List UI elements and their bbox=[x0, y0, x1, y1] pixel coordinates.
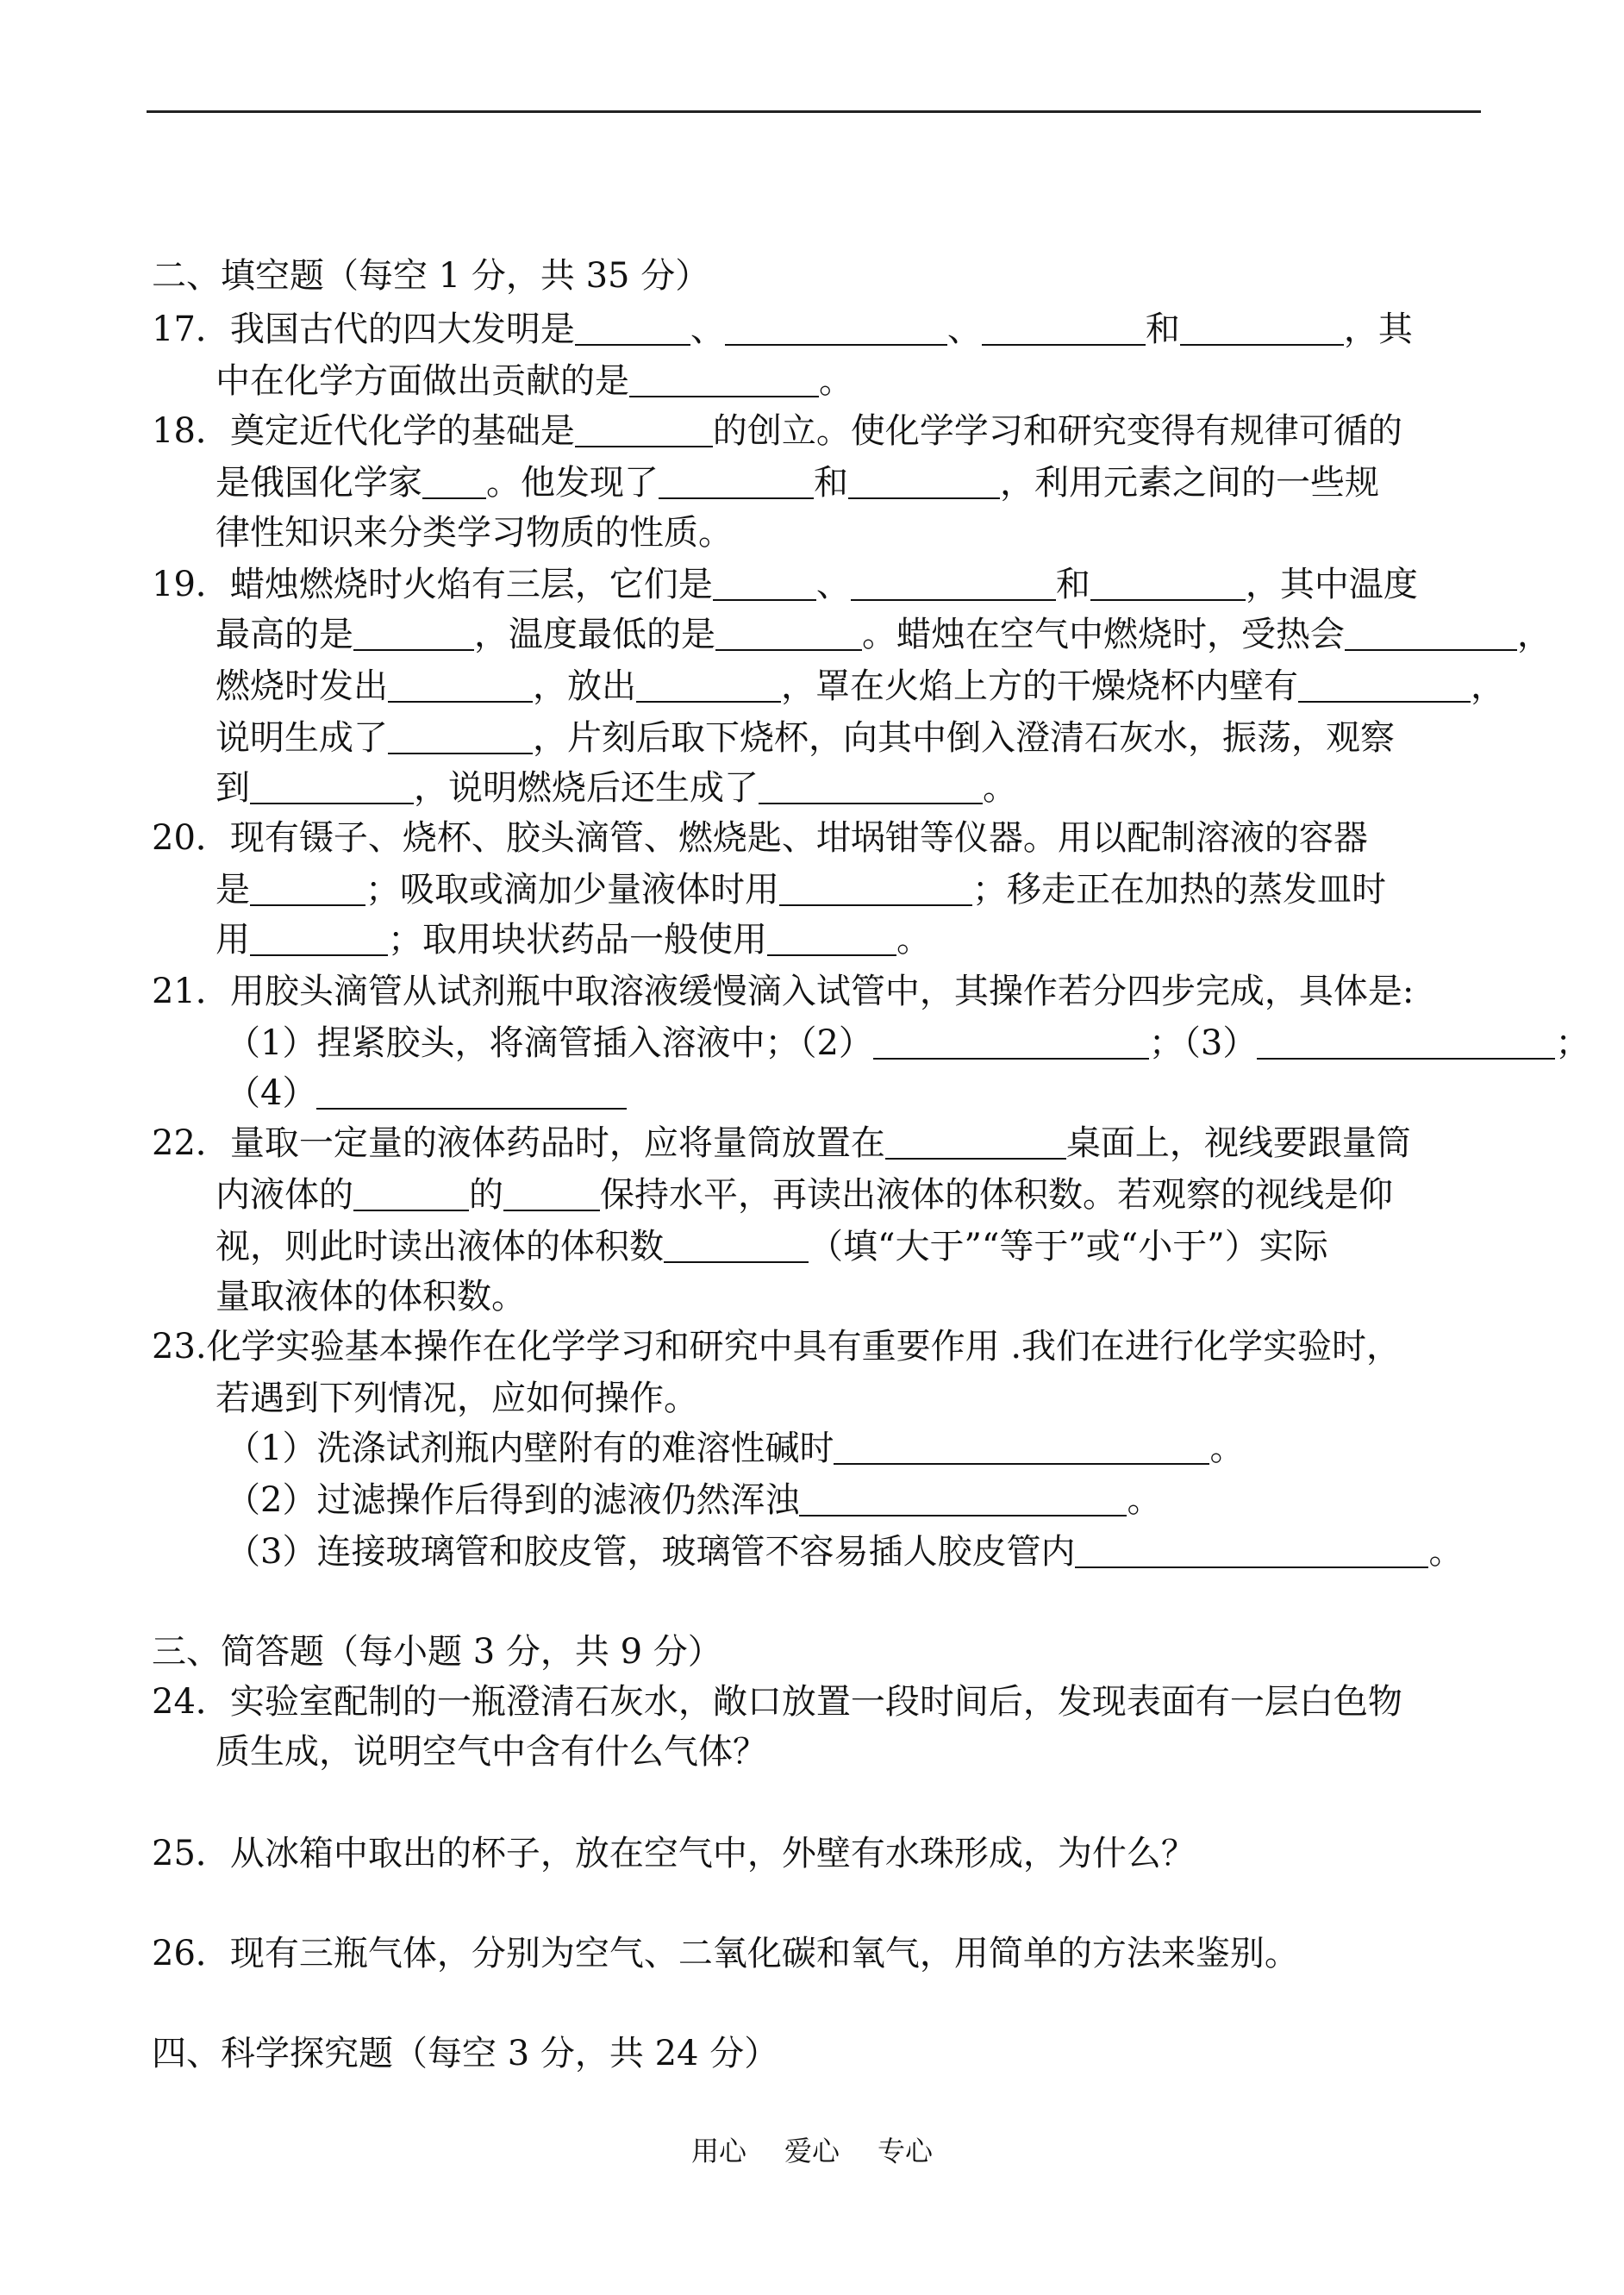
answer-blank[interactable] bbox=[759, 772, 983, 804]
answer-blank[interactable] bbox=[575, 415, 713, 447]
question-23-sub-1: （1）洗涤试剂瓶内壁附有的难溶性碱时 。 bbox=[226, 1429, 1245, 1468]
question-26: 26．现有三瓶气体，分别为空气、二氧化碳和氧气，用简单的方法来鉴别。 bbox=[152, 1934, 1299, 1973]
answer-blank[interactable] bbox=[388, 722, 533, 754]
answer-blank[interactable] bbox=[388, 670, 533, 703]
question-20-line-2: 是 ；吸取或滴加少量液体时用 ；移走正在加热的蒸发皿时 bbox=[215, 870, 1386, 910]
question-24-line-1: 24．实验室配制的一瓶澄清石灰水，敞口放置一段时间后，发现表面有一层白色物 bbox=[152, 1682, 1402, 1722]
answer-blank[interactable] bbox=[779, 873, 972, 906]
answer-blank[interactable] bbox=[636, 670, 781, 703]
answer-blank[interactable] bbox=[1298, 670, 1471, 703]
question-19-line-3: 燃烧时发出 ，放出 ，罩在火焰上方的干燥烧杯内壁有 ， bbox=[215, 666, 1505, 706]
answer-blank[interactable] bbox=[1345, 618, 1517, 651]
footer-word: 用心 bbox=[690, 2135, 746, 2167]
header-rule bbox=[147, 110, 1481, 113]
section-4-title: 四、科学探究题（每空 3 分，共 24 分） bbox=[152, 2034, 779, 2073]
answer-blank[interactable] bbox=[873, 1027, 1149, 1060]
footer-word: 爱心 bbox=[784, 2135, 840, 2167]
question-22-line-1: 22．量取一定量的液体药品时，应将量筒放置在 桌面上，视线要跟量筒 bbox=[152, 1123, 1411, 1163]
answer-blank[interactable] bbox=[725, 313, 947, 346]
question-17-line-1: 17．我国古代的四大发明是 、 、 和 ，其 bbox=[152, 310, 1413, 349]
answer-blank[interactable] bbox=[885, 1127, 1066, 1160]
question-21-line-3: （4） bbox=[226, 1067, 627, 1119]
answer-blank[interactable] bbox=[982, 313, 1146, 346]
answer-blank[interactable] bbox=[1257, 1027, 1555, 1060]
question-19-line-1: 19．蜡烛燃烧时火焰有三层，它们是 、 和 ，其中温度 bbox=[152, 565, 1418, 604]
question-20-line-1: 20．现有镊子、烧杯、胶头滴管、燃烧匙、坩埚钳等仪器。用以配制溶液的容器 bbox=[152, 818, 1368, 858]
question-19-line-5: 到 ，说明燃烧后还生成了 。 bbox=[215, 768, 1017, 808]
answer-blank[interactable] bbox=[629, 365, 819, 397]
question-22-line-4: 量取液体的体积数。 bbox=[215, 1277, 526, 1316]
answer-blank[interactable] bbox=[316, 1077, 627, 1110]
answer-blank[interactable] bbox=[851, 568, 1056, 601]
question-23-line-1: 23.化学实验基本操作在化学学习和研究中具有重要作用 .我们在进行化学实验时， bbox=[152, 1327, 1402, 1366]
page-footer bbox=[0, 2129, 1624, 2173]
answer-blank[interactable] bbox=[353, 618, 474, 651]
answer-blank[interactable] bbox=[715, 618, 862, 651]
answer-blank[interactable] bbox=[659, 466, 814, 499]
answer-blank[interactable] bbox=[575, 313, 690, 346]
question-24-line-2: 质生成，说明空气中含有什么气体？ bbox=[215, 1732, 767, 1772]
answer-blank[interactable] bbox=[1090, 568, 1246, 601]
question-23-line-2: 若遇到下列情况，应如何操作。 bbox=[215, 1379, 698, 1418]
answer-blank[interactable] bbox=[767, 923, 896, 956]
question-19-line-4: 说明生成了 ，片刻后取下烧杯，向其中倒入澄清石灰水，振荡，观察 bbox=[215, 718, 1395, 758]
question-19-line-2: 最高的是 ，温度最低的是 。蜡烛在空气中燃烧时，受热会 ， bbox=[215, 615, 1552, 654]
answer-blank[interactable] bbox=[250, 772, 414, 804]
question-21-line-2: （1）捏紧胶头，将滴管插入溶液中；（2） ；（3） ； bbox=[226, 1023, 1590, 1063]
question-23-sub-3: （3）连接玻璃管和胶皮管，玻璃管不容易插人胶皮管内 。 bbox=[226, 1532, 1464, 1572]
answer-blank[interactable] bbox=[799, 1484, 1127, 1516]
question-25: 25．从冰箱中取出的杯子，放在空气中，外壁有水珠形成，为什么？ bbox=[152, 1834, 1196, 1873]
question-18-line-3: 律性知识来分类学习物质的性质。 bbox=[215, 513, 733, 553]
answer-blank[interactable] bbox=[503, 1179, 600, 1211]
question-18-line-2: 是俄国化学家 。他发现了 和 ，利用元素之间的一些规 bbox=[215, 463, 1379, 503]
answer-blank[interactable] bbox=[834, 1432, 1209, 1465]
answer-blank[interactable] bbox=[422, 466, 486, 499]
question-20-line-3: 用 ；取用块状药品一般使用 。 bbox=[215, 920, 931, 960]
answer-blank[interactable] bbox=[1180, 313, 1344, 346]
question-23-sub-2: （2）过滤操作后得到的滤液仍然浑浊 。 bbox=[226, 1480, 1162, 1520]
footer-word: 专心 bbox=[878, 2135, 934, 2167]
answer-blank[interactable] bbox=[250, 873, 365, 906]
question-21-line-1: 21．用胶头滴管从试剂瓶中取溶液缓慢滴入试管中，其操作若分四步完成，具体是: bbox=[152, 972, 1415, 1011]
question-22-line-3: 视，则此时读出液体的体积数 （填“大于”“等于”或“小于”）实际 bbox=[215, 1227, 1328, 1266]
answer-blank[interactable] bbox=[664, 1230, 809, 1263]
answer-blank[interactable] bbox=[353, 1179, 469, 1211]
answer-blank[interactable] bbox=[1075, 1535, 1428, 1568]
section-2-title: 二、填空题（每空 1 分，共 35 分） bbox=[152, 256, 710, 296]
answer-blank[interactable] bbox=[848, 466, 1000, 499]
question-17-line-2: 中在化学方面做出贡献的是 。 bbox=[215, 361, 853, 401]
answer-blank[interactable] bbox=[250, 923, 388, 956]
section-3-title: 三、简答题（每小题 3 分，共 9 分） bbox=[152, 1632, 722, 1672]
question-18-line-1: 18．奠定近代化学的基础是 的创立。使化学学习和研究变得有规律可循的 bbox=[152, 411, 1402, 451]
answer-blank[interactable] bbox=[713, 568, 816, 601]
question-22-line-2: 内液体的 的 保持水平，再读出液体的体积数。若观察的视线是仰 bbox=[215, 1175, 1393, 1215]
